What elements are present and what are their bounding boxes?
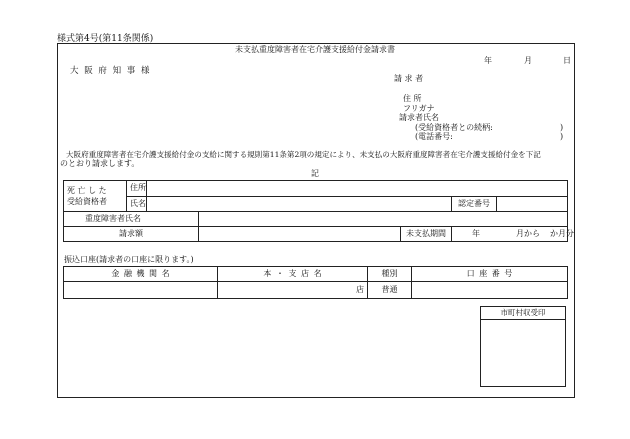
disabled-person-name-field[interactable]	[199, 212, 568, 227]
institution-field[interactable]	[64, 282, 218, 299]
addressee: 大 阪 府 知 事 様	[70, 66, 150, 76]
claimant-furigana-label: フリガナ	[403, 104, 435, 113]
claimant-phone-label: (電話番号:	[415, 132, 453, 141]
claim-amount-field[interactable]	[199, 227, 401, 242]
deceased-address-field[interactable]	[147, 181, 568, 197]
deceased-name-label: 氏名	[127, 196, 147, 212]
cert-number-field[interactable]	[497, 196, 568, 212]
deceased-label-line1: 死 亡 し た	[67, 186, 107, 195]
bank-table	[63, 266, 568, 299]
unpaid-period-field[interactable]	[452, 227, 574, 242]
body-text-line2: のとおり請求します。	[60, 159, 140, 168]
date-day: 日	[563, 56, 571, 65]
municipal-receipt-stamp-label: 市町村収受印	[481, 307, 565, 320]
period-from-unit: 月から	[516, 229, 540, 238]
deceased-address-label: 住所	[127, 181, 147, 197]
form-title: 未支払重度障害者在宅介護支援給付金請求書	[235, 45, 395, 54]
period-months-unit: か月分	[550, 229, 574, 238]
claim-amount-label: 請求額	[64, 227, 199, 242]
claimant-address-label: 住 所	[403, 94, 422, 103]
cert-number-label: 認定番号	[452, 196, 497, 212]
deceased-name-field[interactable]	[147, 196, 452, 212]
account-type-header: 種別	[368, 267, 412, 282]
claimant-relation-label: (受給資格者との続柄:	[415, 123, 493, 132]
claimant-phone-close: )	[560, 132, 564, 141]
claimant-heading: 請 求 者	[394, 74, 424, 83]
deceased-label-cell	[64, 181, 127, 212]
claimant-name-label: 請求者氏名	[399, 113, 439, 122]
claim-table	[63, 180, 574, 242]
branch-header: 本 ・ 支 店 名	[218, 267, 368, 282]
bank-heading: 振込口座(請求者の口座に限ります。)	[64, 255, 194, 264]
deceased-label-line2: 受給資格者	[67, 197, 107, 206]
account-number-header: 口 座 番 号	[412, 267, 568, 282]
disabled-person-name-label: 重度障害者氏名	[64, 212, 199, 227]
body-text-line1: 大阪府重度障害者在宅介護支援給付金の支給に関する規則第11条第2項の規定により、未支払の大阪府重度障害者在宅介護支援給付金を下記	[66, 150, 541, 159]
ki-label: 記	[311, 169, 319, 178]
account-number-field[interactable]	[412, 282, 568, 299]
date-month: 月	[524, 56, 532, 65]
form-id: 様式第4号(第11条関係)	[57, 34, 154, 44]
branch-suffix: 店	[356, 285, 364, 294]
municipal-receipt-stamp-box	[480, 306, 566, 387]
date-year: 年	[484, 56, 492, 65]
claimant-relation-close: )	[560, 123, 564, 132]
account-type-value: 普通	[368, 282, 412, 299]
institution-header: 金 融 機 関 名	[64, 267, 218, 282]
period-year-unit: 年	[472, 229, 480, 238]
branch-field[interactable]	[218, 282, 368, 299]
unpaid-period-label: 未支払期間	[401, 227, 452, 242]
